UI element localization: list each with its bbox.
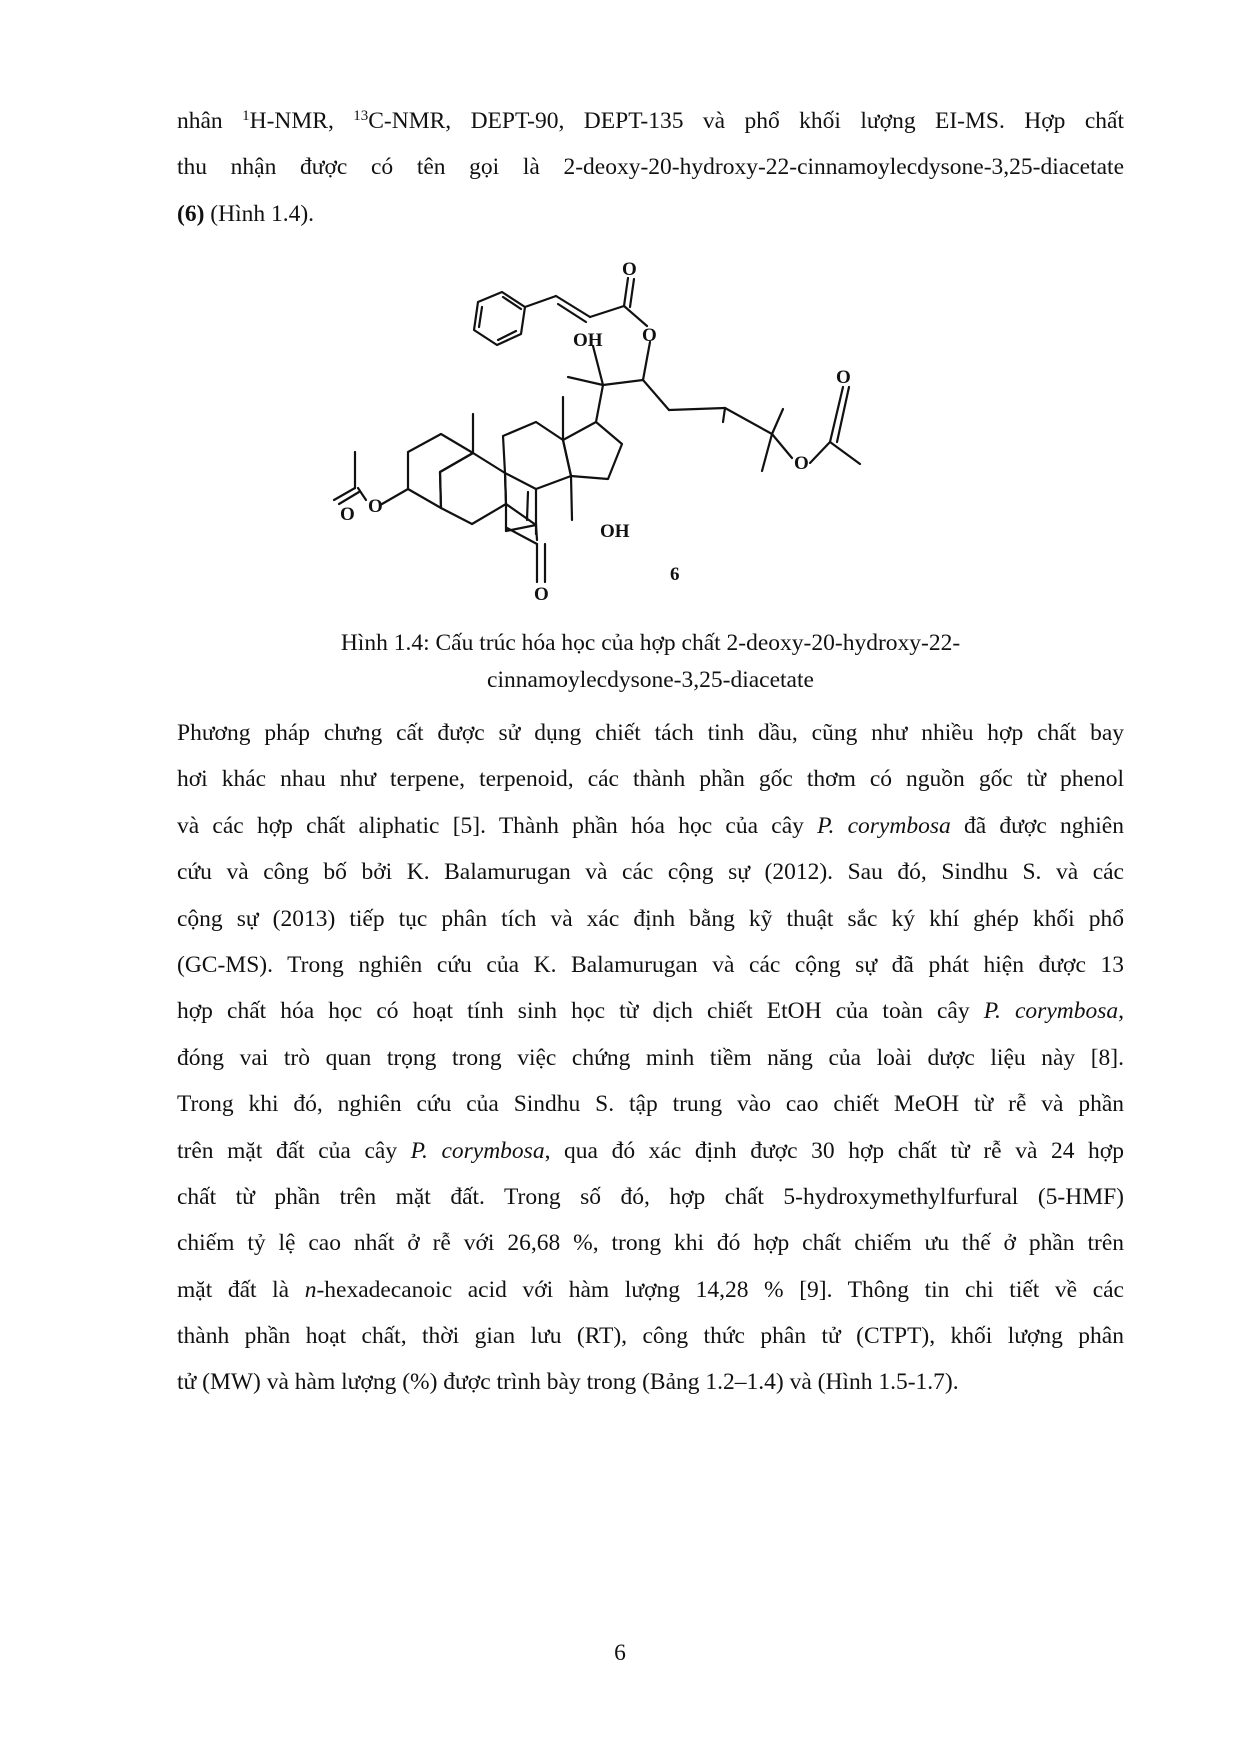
paragraph-intro — [177, 98, 1124, 237]
text-line: đóng vai trò quan trọng trong việc chứng minh tiềm năng của loài dược liệu này [8]. — [177, 1044, 1124, 1071]
atom-label: OH — [600, 521, 630, 542]
text-line: tử (MW) và hàm lượng (%) được trình bày trong (Bảng 1.2–1.4) và (Hình 1.5-1.7). — [177, 1369, 959, 1396]
bond — [723, 408, 725, 422]
text-run: nhân — [177, 108, 243, 134]
bond — [643, 380, 669, 410]
text-line: Trong khi đó, nghiên cứu của Sindhu S. tập trung vào cao chiết MeOH từ rễ và phần — [177, 1091, 1124, 1118]
text-line: hơi khác nhau như terpene, terpenoid, các thành phần gốc thơm có nguồn gốc từ phenol — [177, 766, 1124, 793]
chemical-structure-figure — [340, 259, 960, 627]
text-line — [177, 191, 1124, 237]
text-line: chiếm tỷ lệ cao nhất ở rễ với 26,68 %, trong khi đó hợp chất chiếm ưu thế ở phần trên — [177, 1230, 1124, 1257]
text-line: (GC-MS). Trong nghiên cứu của K. Balamurugan và các cộng sự đã phát hiện được 13 — [177, 951, 1124, 978]
text-run: trên mặt đất của cây — [177, 1137, 411, 1164]
text-line — [177, 1128, 1124, 1174]
bond — [506, 504, 536, 525]
text-run: mặt đất là — [177, 1276, 305, 1303]
benzene-ring — [474, 292, 525, 345]
bond — [669, 408, 725, 410]
bond — [643, 342, 650, 380]
paragraph-main — [177, 710, 1124, 1406]
bond — [339, 492, 359, 504]
bond — [334, 488, 355, 500]
superscript: 1 — [242, 108, 250, 124]
atom-label: O — [368, 496, 383, 517]
bond — [568, 377, 603, 385]
text-line: chất từ phần trên mặt đất. Trong số đó, hợp chất 5-hydroxymethylfurfural (5-HMF) — [177, 1183, 1124, 1210]
text-run: hợp chất hóa học có hoạt tính sinh học từ dịch chiết EtOH của toàn cây — [177, 998, 984, 1025]
text-run: H-NMR, — [249, 108, 354, 134]
species-name: P. corymbosa, — [983, 998, 1124, 1025]
bond — [837, 387, 849, 442]
atom-label: O — [622, 259, 637, 280]
bond — [810, 442, 830, 463]
bond — [507, 528, 537, 544]
bond — [830, 387, 843, 442]
species-name: P. corymbosa — [817, 812, 951, 839]
text-run: và các hợp chất aliphatic [5]. Thành phần hóa học của cây — [177, 812, 818, 839]
text-line: cứu và công bố bởi K. Balamurugan và các cộng sự (2012). Sau đó, Sindhu S. và các — [177, 859, 1124, 886]
text-line: thành phần hoạt chất, thời gian lưu (RT), công thức phân tử (CTPT), khối lượng phân — [177, 1323, 1124, 1350]
atom-label: O — [794, 453, 809, 474]
caption-line: Hình 1.4: Cấu trúc hóa học của hợp chất 2-deoxy-20-hydroxy-22- — [340, 630, 961, 656]
bond — [596, 385, 603, 422]
superscript: 13 — [353, 108, 369, 124]
atom-label: O — [340, 504, 355, 525]
bond — [630, 279, 634, 307]
figure-caption — [177, 625, 1124, 699]
bond — [536, 525, 537, 540]
bond — [624, 306, 647, 326]
ring-a — [408, 434, 473, 508]
bond — [830, 442, 860, 464]
bond — [772, 409, 783, 434]
atom-label: OH — [573, 330, 603, 351]
bond — [590, 306, 624, 317]
page-number: 6 — [614, 1640, 626, 1666]
compound-ref: (6) — [177, 200, 205, 227]
text-line: thu nhận được có tên gọi là 2-deoxy-20-hydroxy-22-cinnamoylecdysone-3,25-diacetate — [177, 154, 1124, 181]
text-run: -hexadecanoic acid với hàm lượng 14,28 % [9]. Thông tin chi tiết về các — [316, 1276, 1124, 1303]
text-line: Phương pháp chưng cất được sử dụng chiết tách tinh dầu, cũng như nhiều hợp chất bay — [177, 720, 1124, 746]
bond — [382, 489, 408, 504]
bond — [527, 492, 528, 520]
text-run: (Hình 1.4). — [204, 200, 315, 227]
bond — [358, 488, 366, 500]
text-line: cộng sự (2013) tiếp tục phân tích và xác định bằng kỹ thuật sắc ký khí ghép khối phổ — [177, 905, 1124, 932]
bond — [603, 380, 643, 385]
bond — [593, 346, 603, 385]
ring-c — [503, 422, 571, 489]
text-line — [177, 98, 1124, 144]
bond — [624, 278, 628, 306]
molecule-drawing — [340, 259, 960, 627]
bond — [525, 296, 556, 307]
italic-prefix: n — [304, 1276, 317, 1303]
compound-number: 6 — [670, 564, 680, 585]
species-name: P. corymbosa — [410, 1137, 545, 1164]
atom-label: O — [642, 325, 657, 346]
ring-b — [440, 453, 506, 524]
bond — [772, 434, 792, 458]
text-line — [177, 1267, 1124, 1313]
atom-label: O — [836, 367, 851, 388]
atom-label: O — [534, 584, 549, 605]
bond — [725, 408, 772, 434]
bond — [479, 307, 482, 327]
text-run: đã được nghiên — [950, 812, 1124, 839]
text-line — [177, 803, 1124, 849]
text-run: , qua đó xác định được 30 hợp chất từ rễ và 24 hợp — [544, 1137, 1124, 1164]
text-run: C-NMR, DEPT-90, DEPT-135 và phổ khối lượng EI-MS. Hợp chất — [368, 108, 1124, 134]
ring-d — [563, 422, 622, 479]
bond — [505, 473, 506, 504]
text-line — [177, 988, 1124, 1034]
bond — [571, 476, 572, 520]
caption-line: cinnamoylecdysone-3,25-diacetate — [487, 667, 814, 693]
bond — [762, 434, 772, 471]
